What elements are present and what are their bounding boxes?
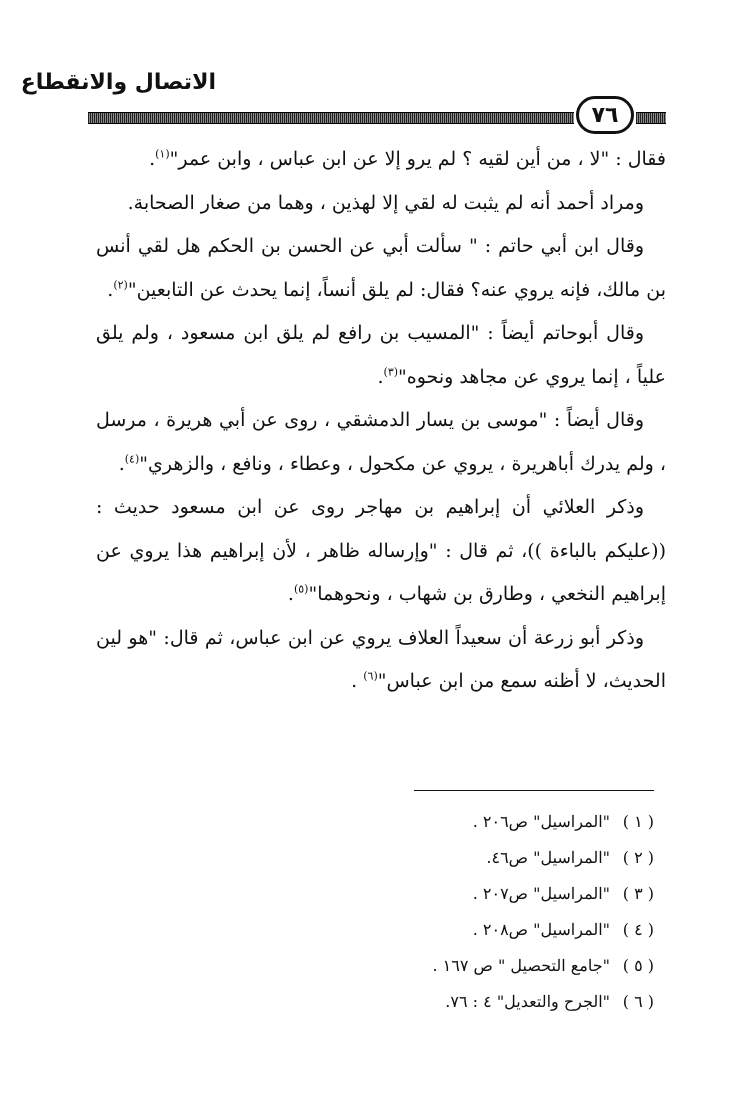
paragraph xyxy=(96,312,666,399)
paragraph xyxy=(96,182,666,226)
footnote-ref: (٢) xyxy=(113,278,128,292)
footnote-number: ( ١ ) xyxy=(622,812,654,831)
footnote-ref: (٦) xyxy=(363,669,378,683)
paragraph-text: فقال : "لا ، من أين لقيه ؟ لم يرو إلا عن ابن عباس ، وابن عمر" xyxy=(169,148,666,170)
footnote-number: ( ٥ ) xyxy=(622,956,654,975)
paragraph xyxy=(96,225,666,312)
footnotes-list xyxy=(294,804,654,1020)
footnote-text: "المراسيل" ص٢٠٧ . xyxy=(472,884,610,903)
paragraph-text: وقال أبوحاتم أيضاً : "المسيب بن رافع لم يلق ابن مسعود ، ولم يلق علياً ، إنما يروي عن مجاهد ونحوه" xyxy=(96,322,666,388)
footnote-separator xyxy=(414,790,654,791)
running-title: الاتصال والانقطاع xyxy=(20,70,216,95)
paragraph-tail: . xyxy=(107,278,114,301)
footnote-text: "المراسيل" ص٤٦. xyxy=(486,848,610,867)
paragraph xyxy=(96,138,666,182)
main-text xyxy=(96,138,666,704)
footnote-ref: (٣) xyxy=(383,365,399,379)
footnote-number: ( ٣ ) xyxy=(622,884,654,903)
footnote-ref: (٤) xyxy=(124,452,140,466)
footnote-number: ( ٤ ) xyxy=(622,920,654,939)
paragraph-text: وذكر أبو زرعة أن سعيداً العلاف يروي عن ابن عباس، ثم قال: "هو لين الحديث، لا أظنه سمع من ابن عباس" xyxy=(96,626,666,692)
footnote xyxy=(294,912,654,948)
page-number: ٧٦ xyxy=(576,96,634,134)
footnote-text: "جامع التحصيل " ص ١٦٧ . xyxy=(432,956,610,975)
paragraph-text: وقال ابن أبي حاتم : " سألت أبي عن الحسن بن الحكم هل لقي أنس بن مالك، فإنه يروي عنه؟ فقال: لم يلق أنساً، إنما يحدث عن التابعين" xyxy=(96,235,666,301)
footnote-number: ( ٦ ) xyxy=(622,992,654,1011)
paragraph-text: ومراد أحمد أنه لم يثبت له لقي إلا لهذين ، وهما من صغار الصحابة. xyxy=(127,191,644,214)
footnote-number: ( ٢ ) xyxy=(622,848,654,867)
paragraph-tail: . xyxy=(377,365,384,388)
footnote xyxy=(294,840,654,876)
paragraph xyxy=(96,399,666,486)
footnote xyxy=(294,984,654,1020)
header-rule xyxy=(88,112,574,124)
footnote xyxy=(294,876,654,912)
paragraph-text: وذكر العلائي أن إبراهيم بن مهاجر روى عن ابن مسعود حديث : ((عليكم بالباءة ))، ثم قال : "وإرساله ظاهر ، لأن إبراهيم هذا يروي عن إبراهيم النخعي ، وطارق بن شهاب ، ونحوهما" xyxy=(96,496,666,605)
paragraph-tail: . xyxy=(287,583,294,605)
paragraph-tail: . xyxy=(149,148,156,170)
footnote-ref: (١) xyxy=(155,147,170,161)
paragraph xyxy=(96,486,666,617)
footnote-text: "المراسيل" ص٢٠٦ . xyxy=(472,812,610,831)
header-rule-short xyxy=(636,112,666,124)
footnote-text: "المراسيل" ص٢٠٨ . xyxy=(472,920,610,939)
paragraph-tail: . xyxy=(118,452,125,475)
paragraph-tail: . xyxy=(351,670,364,692)
footnote-ref: (٥) xyxy=(293,582,309,596)
footnote-text: "الجرح والتعديل" ٤ : ٧٦. xyxy=(445,992,610,1011)
footnote xyxy=(294,948,654,984)
paragraph-text: وقال أيضاً : "موسى بن يسار الدمشقي ، روى عن أبي هريرة ، مرسل ، ولم يدرك أباهريرة ، يروي عن مكحول ، وعطاء ، ونافع ، والزهري" xyxy=(96,409,666,475)
footnote xyxy=(294,804,654,840)
paragraph xyxy=(96,617,666,704)
